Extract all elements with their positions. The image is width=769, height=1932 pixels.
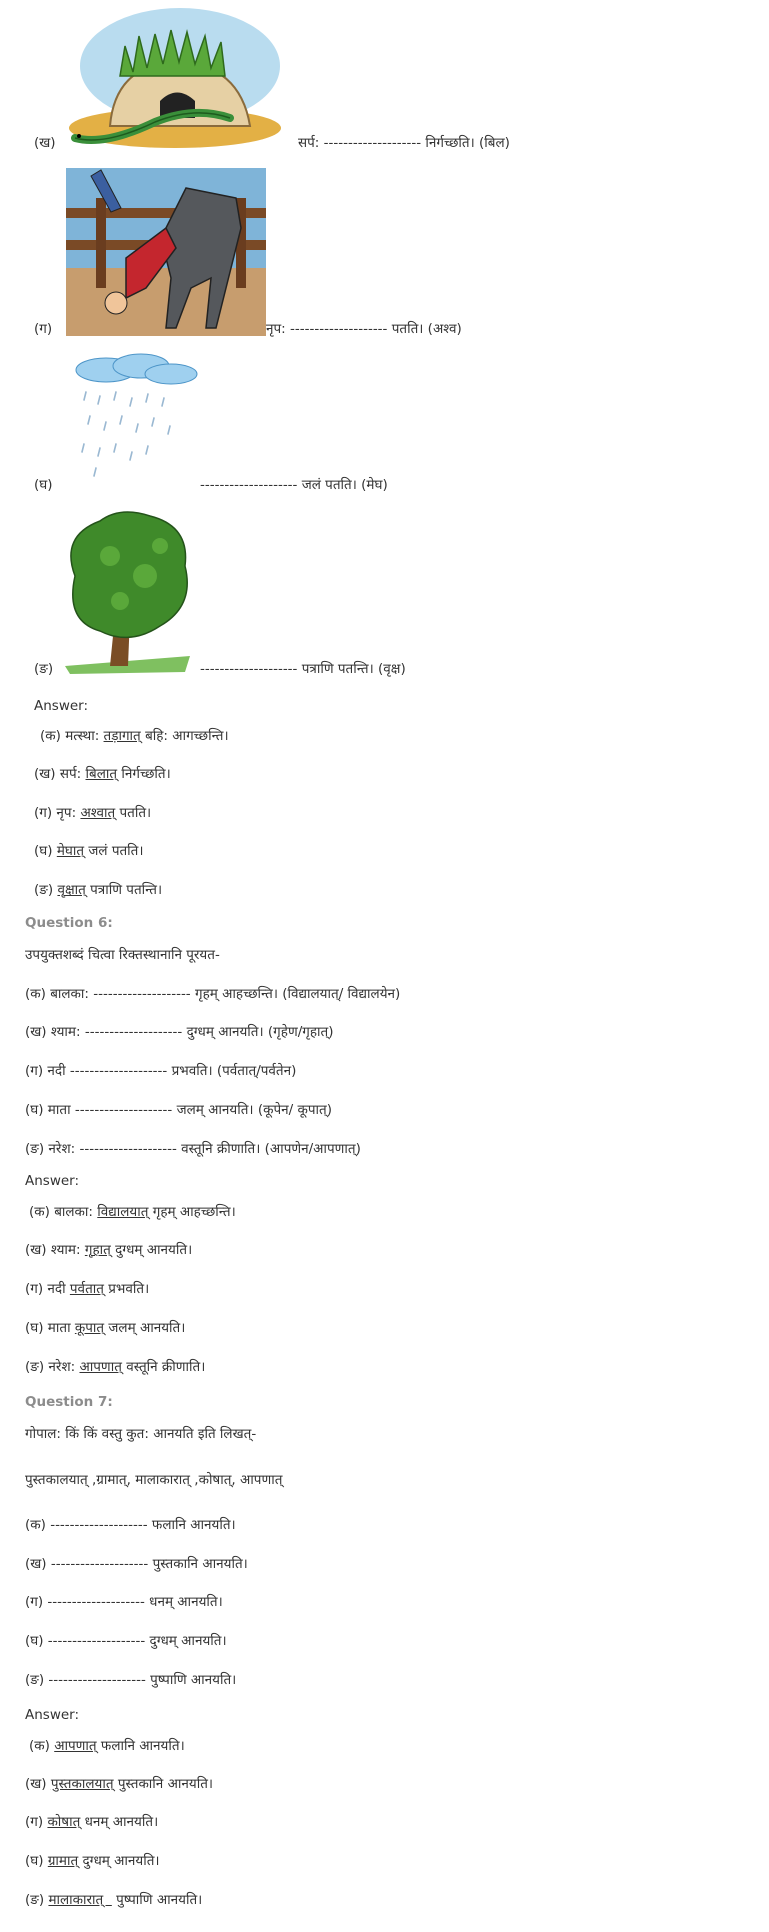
- ex5-answer-1: (क) मत्स्था: तड़ागात् बहि: आगच्छन्ति।: [40, 728, 229, 744]
- q7-item-2: (ख) -------------------- पुस्तकानि आनयति।: [25, 1556, 248, 1572]
- q6-answer-1: (क) बालका: विद्यालयात् गृहम् आहच्छन्ति।: [29, 1204, 236, 1220]
- q7-answer-2: (ख) पुस्तकालयात् पुस्तकानि आनयति।: [25, 1776, 214, 1792]
- question-6-instruction: उपयुक्तशब्दं चित्वा रिक्तस्थानानि पूरयत-: [25, 947, 220, 963]
- q7-answer-1: (क) आपणात् फलानि आनयति।: [29, 1738, 185, 1754]
- q6-item-3: (ग) नदी -------------------- प्रभवति। (पर्वतात्/पर्वतेन): [25, 1063, 297, 1079]
- ex5-answer-2: (ख) सर्प: बिलात् निर्गच्छति।: [34, 766, 171, 782]
- q7-answer-label: Answer:: [25, 1707, 80, 1723]
- question-7-instruction: गोपाल: किं किं वस्तु कुत: आनयति इति लिखत्-: [25, 1426, 257, 1442]
- q6-item-2: (ख) श्याम: -------------------- दुग्धम् आनयति। (गृहेण/गृहात्): [25, 1024, 334, 1040]
- q6-answer-4: (घ) माता कूपात् जलम् आनयति।: [25, 1320, 186, 1336]
- question-7-heading: Question 7:: [25, 1394, 113, 1410]
- q7-item-1: (क) -------------------- फलानि आनयति।: [25, 1517, 236, 1533]
- q6-answer-label: Answer:: [25, 1173, 80, 1189]
- question-6-heading: Question 6:: [25, 915, 113, 931]
- q7-answer-5: (ङ) मालाकारात् पुष्पाणि आनयति।: [25, 1892, 203, 1908]
- ex5-gha-label: (घ): [34, 477, 53, 493]
- snake-burrow-illustration: [65, 6, 305, 152]
- q6-answer-3: (ग) नदी पर्वतात् प्रभवति।: [25, 1281, 150, 1297]
- q7-word-options: पुस्तकालयात् ,ग्रामात्, मालाकारात् ,कोषात्, आपणात्: [25, 1472, 283, 1488]
- q7-answer-4: (घ) ग्रामात् दुग्धम् आनयति।: [25, 1853, 160, 1869]
- q6-item-1: (क) बालका: -------------------- गृहम् आहच्छन्ति। (विद्यालयात्/ विद्यालयेन): [25, 986, 401, 1002]
- ex5-ga-label: (ग): [34, 321, 53, 337]
- ex5-answer-4: (घ) मेघात् जलं पतति।: [34, 843, 144, 859]
- q6-answer-2: (ख) श्याम: गृहात् दुग्धम् आनयति।: [25, 1242, 193, 1258]
- tree-illustration: [60, 506, 200, 678]
- ex5-answer-5: (ङ) वृक्षात् पत्राणि पतन्ति।: [34, 882, 163, 898]
- q7-item-4: (घ) -------------------- दुग्धम् आनयति।: [25, 1633, 227, 1649]
- ex5-answer-label: Answer:: [34, 698, 89, 714]
- q6-item-5: (ङ) नरेश: -------------------- वस्तूनि क्रीणाति। (आपणेन/आपणात्): [25, 1141, 361, 1157]
- cloud-rain-illustration: [66, 352, 206, 482]
- ex5-answer-3: (ग) नृप: अश्वात् पतति।: [34, 805, 152, 821]
- ex5-kha-text: सर्प: -------------------- निर्गच्छति। (बिल): [298, 135, 510, 151]
- ex5-ga-text: नृप: -------------------- पतति। (अश्व): [266, 321, 462, 337]
- q7-item-3: (ग) -------------------- धनम् आनयति।: [25, 1594, 223, 1610]
- ex5-nga-text: -------------------- पत्राणि पतन्ति। (वृक्ष): [200, 661, 406, 677]
- ex5-nga-label: (ङ): [34, 661, 54, 677]
- king-falling-horse-illustration: [66, 168, 266, 336]
- ex5-gha-text: -------------------- जलं पतति। (मेघ): [200, 477, 388, 493]
- q7-answer-3: (ग) कोषात् धनम् आनयति।: [25, 1814, 159, 1830]
- q7-item-5: (ङ) -------------------- पुष्पाणि आनयति।: [25, 1672, 237, 1688]
- q6-answer-5: (ङ) नरेश: आपणात् वस्तूनि क्रीणाति।: [25, 1359, 206, 1375]
- ex5-kha-label: (ख): [34, 135, 56, 151]
- q6-item-4: (घ) माता -------------------- जलम् आनयति। (कूपेन/ कूपात्): [25, 1102, 332, 1118]
